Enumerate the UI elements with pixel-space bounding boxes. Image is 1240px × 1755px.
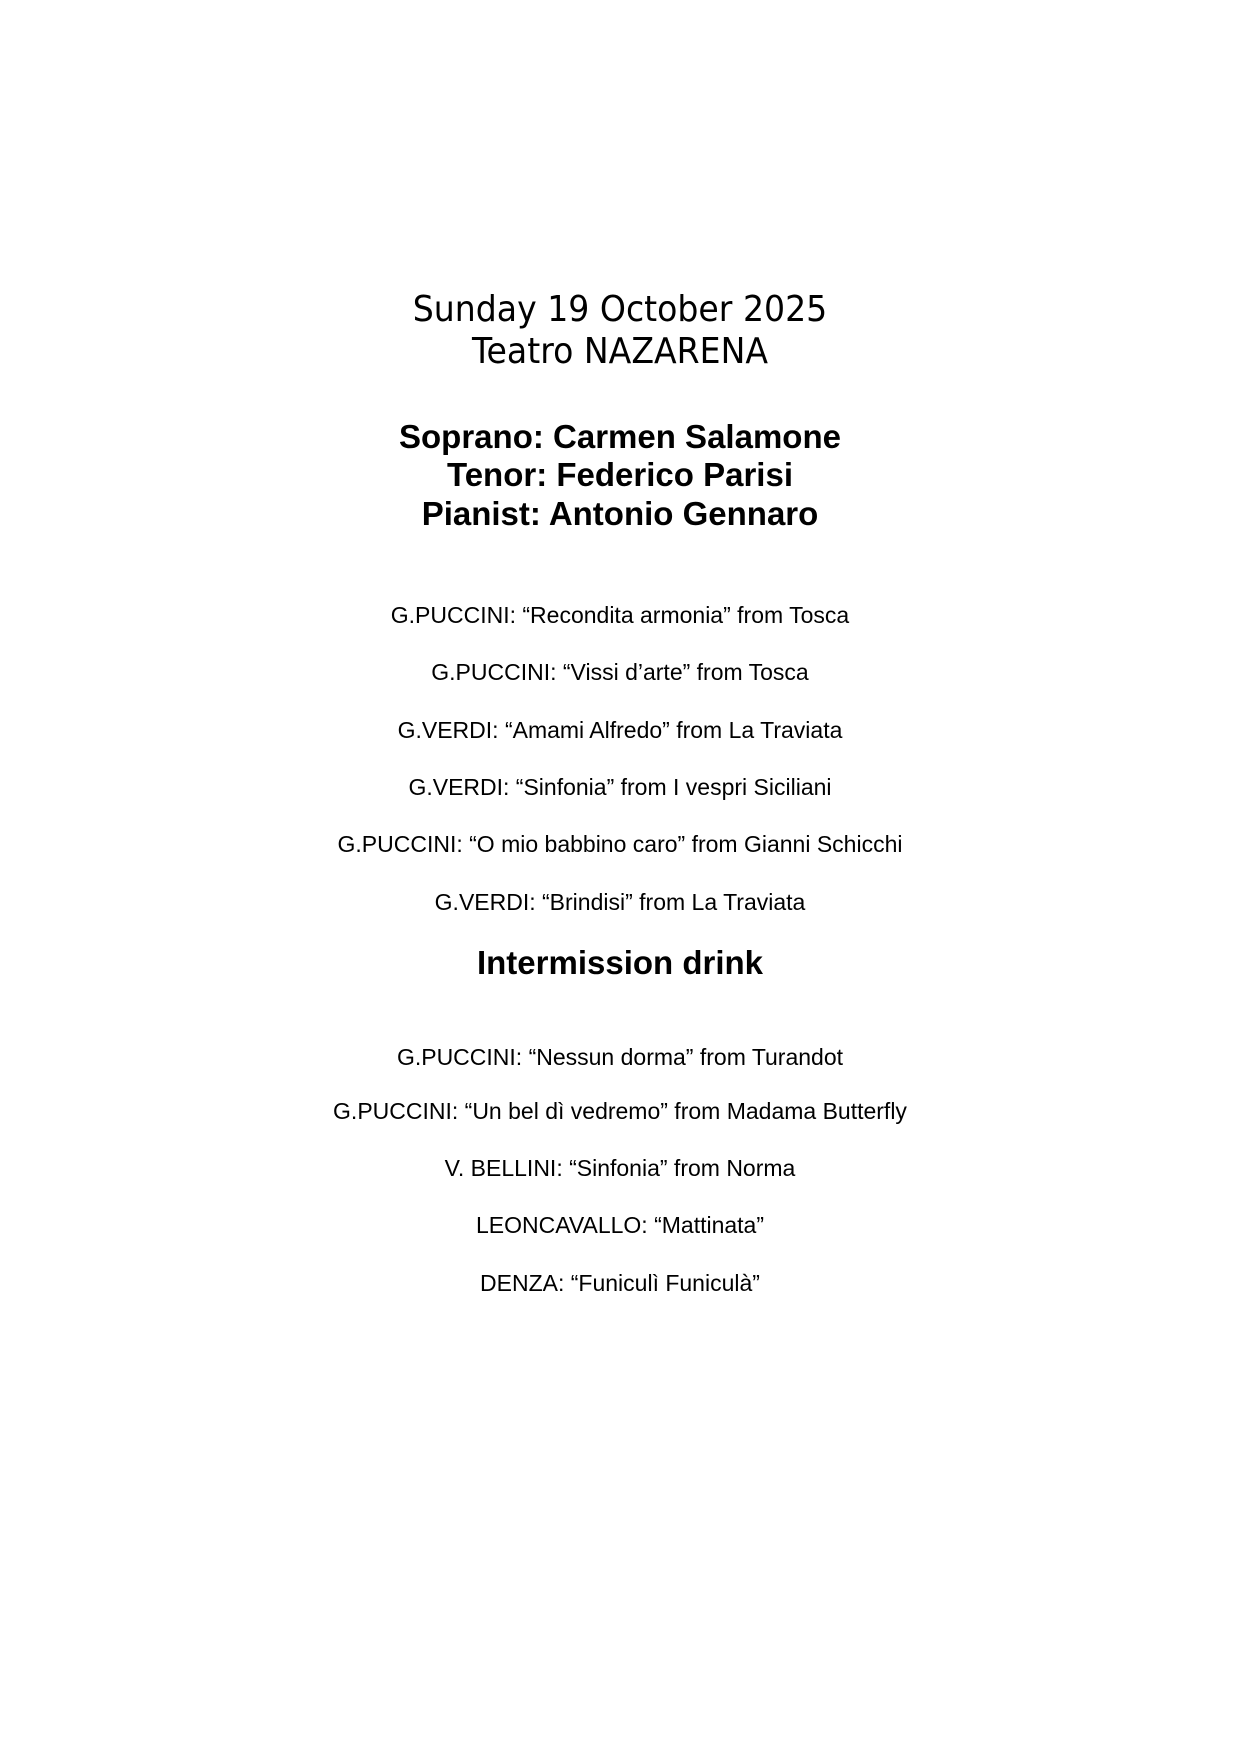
- program-item: DENZA: “Funiculì Funiculà”: [480, 1270, 760, 1296]
- program-item: G.PUCCINI: “Recondita armonia” from Tosca: [390, 602, 850, 628]
- program-item: G.PUCCINI: “Vissi d’arte” from Tosca: [431, 659, 809, 685]
- program-item: G.PUCCINI: “Un bel dì vedremo” from Madama Butterfly: [333, 1098, 907, 1124]
- performer-tenor: Tenor: Federico Parisi: [447, 456, 793, 493]
- program-item: V. BELLINI: “Sinfonia” from Norma: [444, 1155, 796, 1181]
- event-venue: Teatro NAZARENA: [471, 331, 769, 372]
- performer-soprano: Soprano: Carmen Salamone: [399, 418, 841, 455]
- program-item: G.PUCCINI: “O mio babbino caro” from Gianni Schicchi: [337, 831, 903, 857]
- program-item: G.PUCCINI: “Nessun dorma” from Turandot: [396, 1044, 844, 1070]
- program-item: LEONCAVALLO: “Mattinata”: [475, 1212, 765, 1238]
- program-item: G.VERDI: “Amami Alfredo” from La Traviata: [397, 717, 843, 743]
- event-date: Sunday 19 October 2025: [412, 289, 828, 330]
- intermission-heading: Intermission drink: [476, 944, 764, 981]
- performer-pianist: Pianist: Antonio Gennaro: [421, 495, 819, 532]
- program-item: G.VERDI: “Sinfonia” from I vespri Siciliani: [408, 774, 832, 800]
- program-item: G.VERDI: “Brindisi” from La Traviata: [434, 889, 806, 915]
